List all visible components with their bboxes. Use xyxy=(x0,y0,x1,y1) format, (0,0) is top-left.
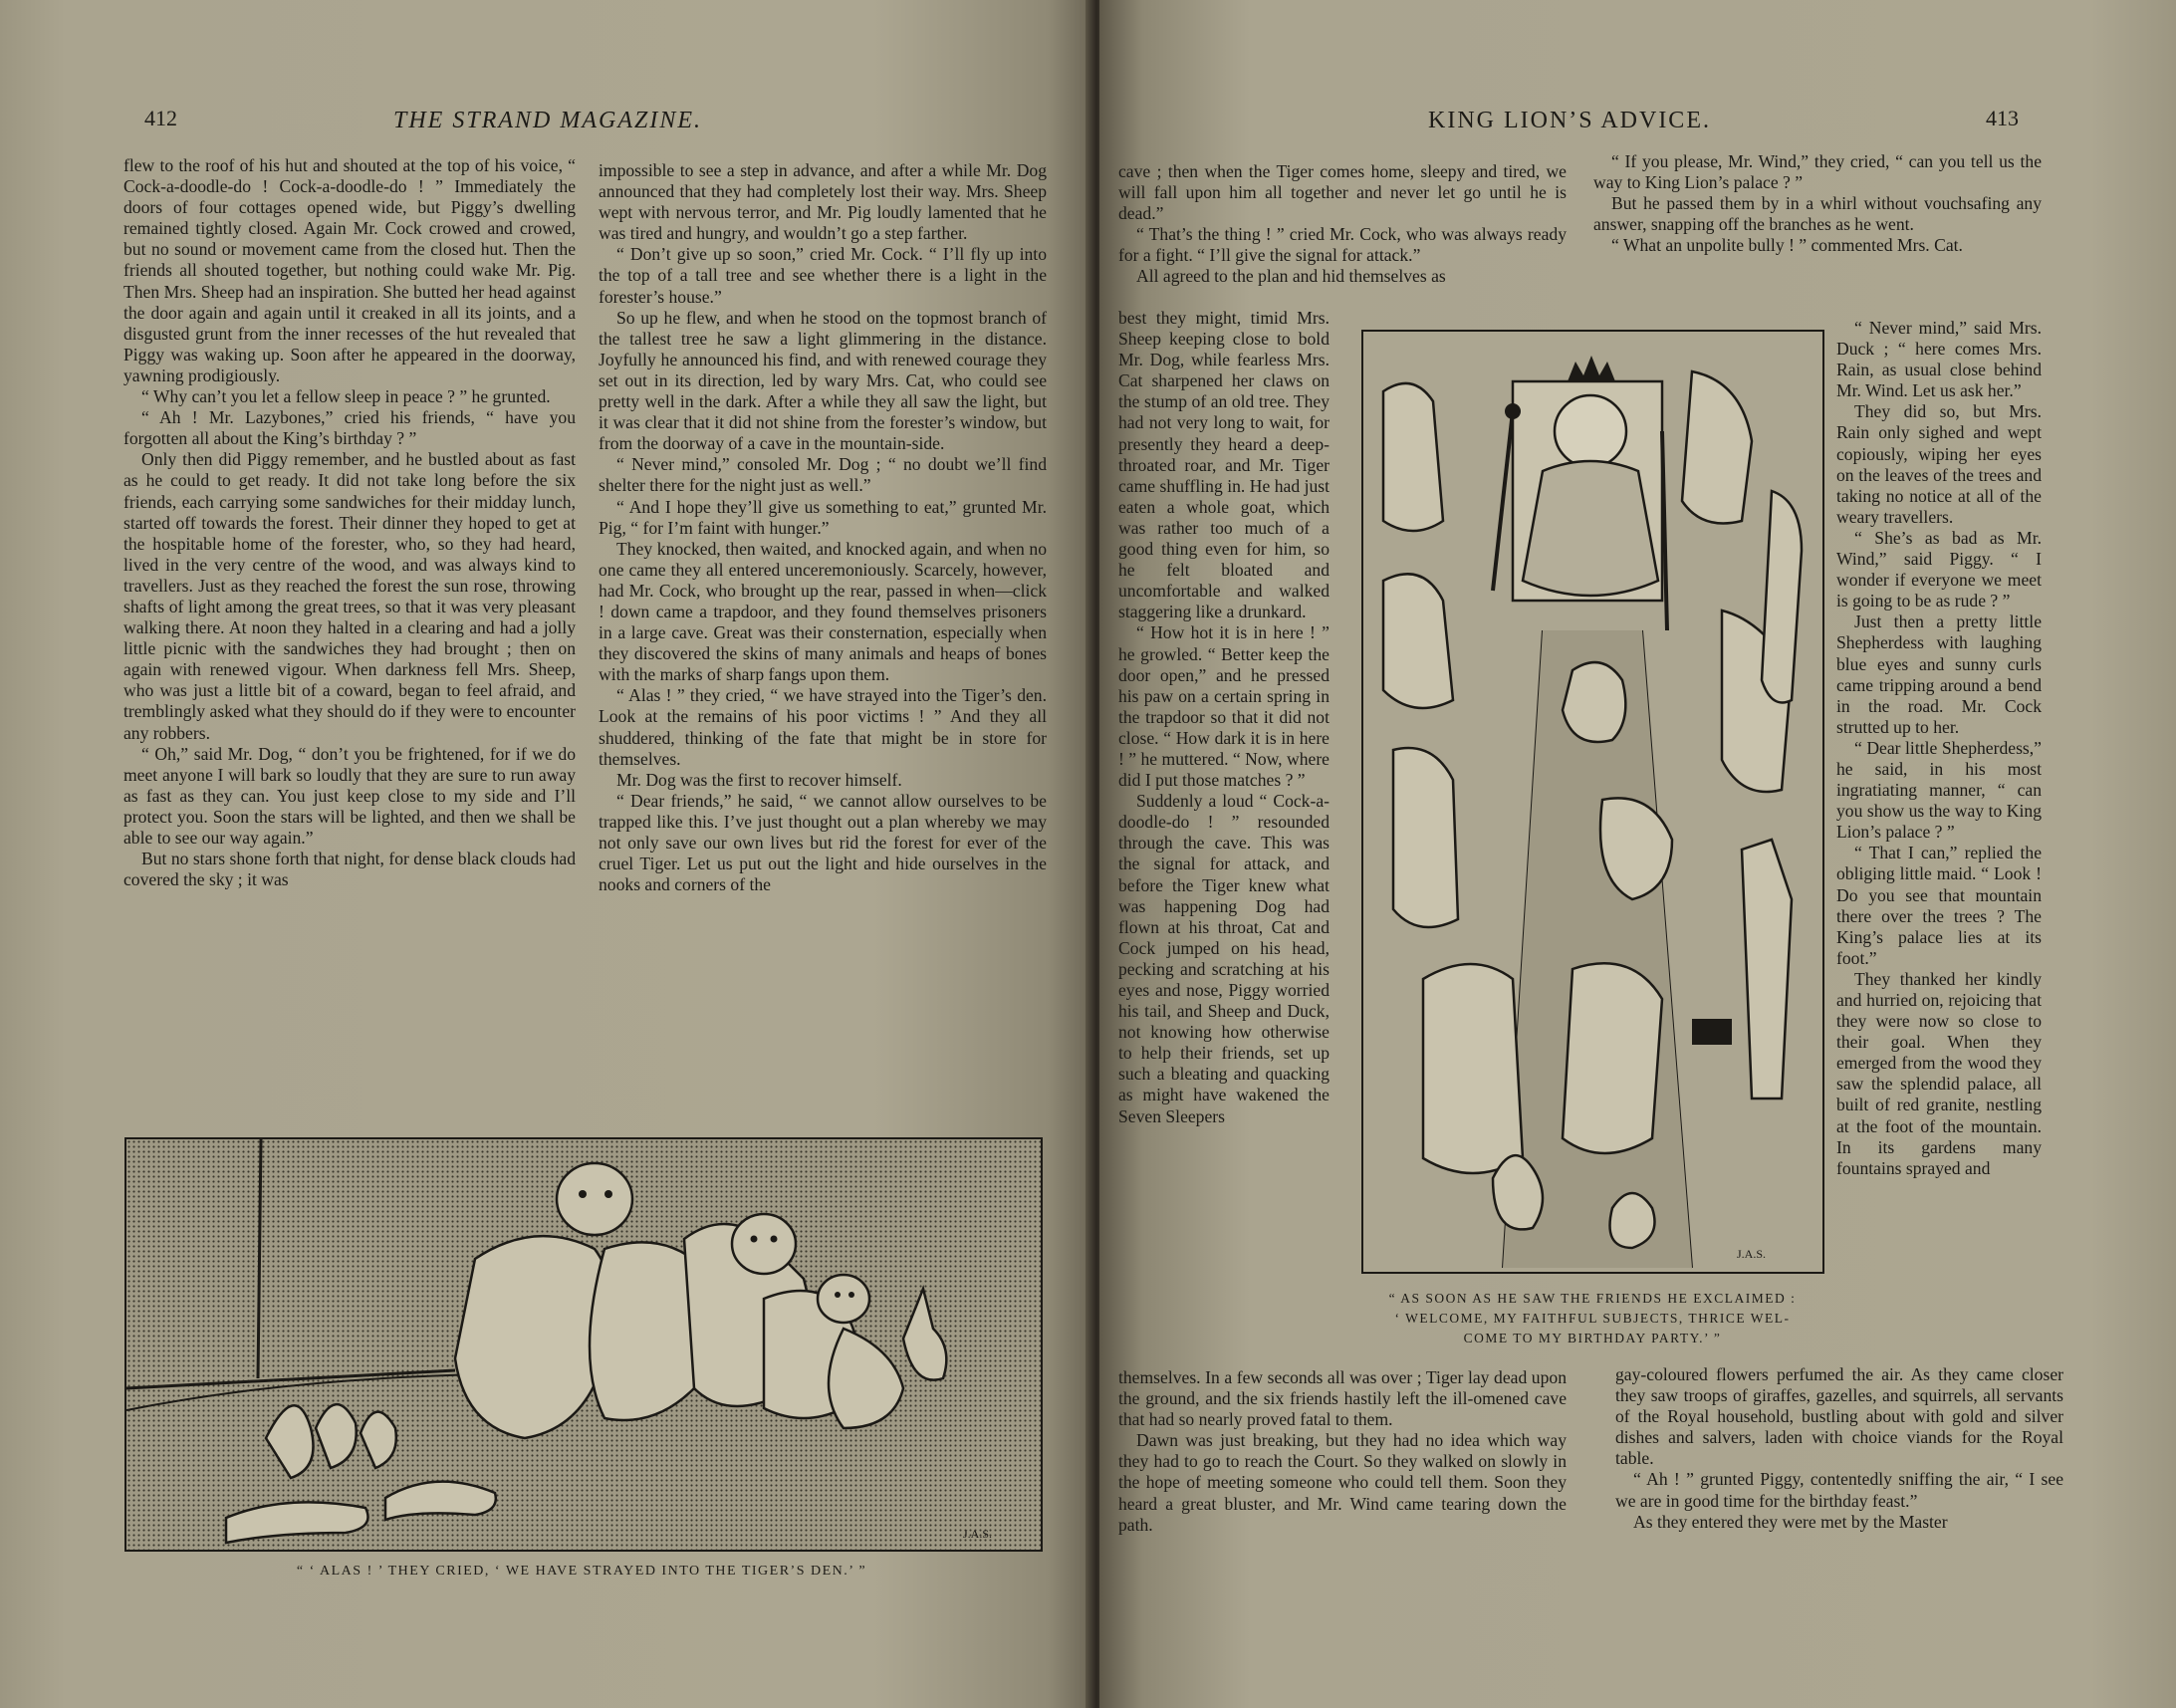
paragraph: “ What an unpolite bully ! ” commented Mrs. Cat. xyxy=(1611,235,1963,256)
paragraph: But he passed them by in a whirl without vouchsafing any answer, snapping off the branches as he went. xyxy=(1593,193,2042,235)
paragraph: best they might, timid Mrs. Sheep keeping close to bold Mr. Dog, while fearless Mrs. Cat sharpened her claws on the stump of an old tree. They had not very long to wait, for presently they heard a deep-throated roar, and Mr. Tiger came shuffling in. He had just eaten a whole goat, which was rather too much of a good thing even for him, so he felt bloated and uncomfortable and walked staggering like a drunkard. xyxy=(1118,308,1330,622)
right-column-2-top xyxy=(1593,151,2042,256)
paragraph: All agreed to the plan and hid themselves as xyxy=(1136,266,1446,287)
right-column-1-narrow xyxy=(1118,308,1330,1127)
paragraph: They thanked her kindly and hurried on, rejoicing that they were now so close to their goal. When they emerged from the wood they saw the splendid palace, all built of red granite, nestling at the foot of the mountain. In its gardens many fountains sprayed and xyxy=(1836,968,2042,1178)
paragraph: “ Never mind,” consoled Mr. Dog ; “ no doubt we’ll find shelter there for the night just as well.” xyxy=(599,454,1047,496)
paragraph: “ If you please, Mr. Wind,” they cried, “ can you tell us the way to King Lion’s palace ? ” xyxy=(1593,151,2042,193)
right-column-2-bottom xyxy=(1615,1364,2063,1533)
caption-line: ‘ WELCOME, MY FAITHFUL SUBJECTS, THRICE WEL- xyxy=(1394,1311,1791,1326)
paragraph: “ Ah ! ” grunted Piggy, contentedly sniffing the air, “ I see we are in good time for the birthday feast.” xyxy=(1615,1469,2063,1511)
paragraph: Mr. Dog was the first to recover himself. xyxy=(616,769,902,790)
right-page xyxy=(1099,0,2176,1708)
paragraph: “ Dear little Shepherdess,” he said, in his most ingratiating manner, “ can you show us the way to King Lion’s palace ? ” xyxy=(1836,737,2042,843)
illustration-drawing xyxy=(1363,332,1822,1272)
paragraph: But no stars shone forth that night, for dense black clouds had covered the sky ; it was xyxy=(123,849,576,890)
artist-signature: J.A.S. xyxy=(1737,1247,1767,1261)
illustration-drawing xyxy=(126,1139,1041,1550)
paragraph: themselves. In a few seconds all was over ; Tiger lay dead upon the ground, and the six friends hastily left the ill-omened cave that had so nearly proved fatal to them. xyxy=(1118,1367,1567,1430)
left-column-2 xyxy=(599,160,1047,895)
king-lion-illustration xyxy=(1361,330,1824,1274)
paragraph: “ Ah ! Mr. Lazybones,” cried his friends, “ have you forgotten all about the King’s birthday ? ” xyxy=(123,407,576,449)
paragraph: As they entered they were met by the Master xyxy=(1633,1511,1948,1532)
artist-signature: J.A.S. xyxy=(963,1527,993,1541)
paragraph: “ That’s the thing ! ” cried Mr. Cock, who was always ready for a fight. “ I’ll give the signal for attack.” xyxy=(1118,224,1567,266)
paragraph: gay-coloured flowers perfumed the air. As they came closer they saw troops of giraffes, gazelles, and squirrels, all servants of the Royal household, bustling about with gold and silver dishes and salvers, laden with choice viands for the Royal table. xyxy=(1615,1364,2063,1469)
paragraph: “ Never mind,” said Mrs. Duck ; “ here comes Mrs. Rain, as usual close behind Mr. Wind. Let us ask her.” xyxy=(1836,318,2042,401)
paragraph: “ Don’t give up so soon,” cried Mr. Cock. “ I’ll fly up into the top of a tall tree and see whether there is a light in the forester’s house.” xyxy=(599,244,1047,307)
caption-line: “ AS SOON AS HE SAW THE FRIENDS HE EXCLAIMED : xyxy=(1388,1291,1797,1306)
page-number: 413 xyxy=(1986,106,2019,130)
paragraph: “ Dear friends,” he said, “ we cannot allow ourselves to be trapped like this. I’ve just thought out a plan whereby we may not only save our own lives but rid the forest for ever of the cruel Tiger. Let us put out the light and hide ourselves in the nooks and corners of the xyxy=(599,790,1047,895)
right-column-1-bottom xyxy=(1118,1367,1567,1536)
paragraph: So up he flew, and when he stood on the topmost branch of the tallest tree he saw a light glimmering in the distance. Joyfully he announced his find, and with renewed courage they set out in its direction, led by wary Mrs. Cat, who could see pretty well in the dark. After a while they all saw the light, but it was clear that it did not shine from the forester’s window, but from the doorway of a cave in the mountain-side. xyxy=(599,307,1047,454)
paragraph: “ Why can’t you let a fellow sleep in peace ? ” he grunted. xyxy=(141,386,551,407)
paragraph: Only then did Piggy remember, and he bustled about as fast as he could to get ready. It did not take long before the six friends, each carrying some sandwiches for their midday lunch, started off towards the forest. Their dinner they hoped to get at the hospitable home of the forester, who, so they had heard, lived in the very centre of the wood, and was always kind to travellers. Just as they reached the forest the sun rose, throwing shafts of light among the great trees, so that it was very pleasant walking there. At noon they halted in a clearing and had a jolly little picnic with the sandwiches they had brought ; then on again with renewed vigour. When darkness fell Mrs. Sheep, who was just a little bit of a coward, began to feel afraid, and tremblingly asked what they should do if they were to encounter any robbers. xyxy=(123,449,576,743)
paragraph: “ How hot it is in here ! ” he growled. “ Better keep the door open,” and he pressed his paw on a certain spring in the trapdoor so that it did not close. “ How dark it is in here ! ” he muttered. “ Now, where did I put those matches ? ” xyxy=(1118,622,1330,791)
paragraph: “ That I can,” replied the obliging little maid. “ Look ! Do you see that mountain there over the trees ? The King’s palace lies at its foot.” xyxy=(1836,843,2042,968)
paragraph: They did so, but Mrs. Rain only sighed and wept copiously, wiping her eyes on the leaves of the trees and taking no notice at all of the weary travellers. xyxy=(1836,401,2042,527)
paragraph: Just then a pretty little Shepherdess with laughing blue eyes and sunny curls came tripping around a bend in the road. Mr. Cock strutted up to her. xyxy=(1836,611,2042,737)
tiger-den-illustration xyxy=(124,1137,1043,1552)
paragraph: impossible to see a step in advance, and after a while Mr. Dog announced that they had completely lost their way. Mrs. Sheep wept with nervous terror, and Mr. Pig loudly lamented that he was tired and hungry, and wouldn’t go a step farther. xyxy=(599,160,1047,244)
paragraph: “ She’s as bad as Mr. Wind,” said Piggy. “ I wonder if everyone we meet is going to be as rude ? ” xyxy=(1836,527,2042,611)
paragraph: “ Alas ! ” they cried, “ we have strayed into the Tiger’s den. Look at the remains of his poor victims ! ” And they all shuddered, thinking of the fate that might be in store for themselves. xyxy=(599,685,1047,769)
paragraph: flew to the roof of his hut and shouted at the top of his voice, “ Cock-a-doodle-do ! Cock-a-doodle-do ! ” Immediately the doors of four cottages opened wide, but Piggy’s dwelling remained tightly closed. Again Mr. Cock crowed and crowed, but no sound or movement came from the closed hut. Then the friends all shouted together, but nothing could wake Mr. Pig. Then Mrs. Sheep had an inspiration. She butted her head against the door again and again until it creaked in all its joints, and a disgusted grunt from the inner recesses of the hut revealed that Piggy was waking up. Soon after he appeared in the doorway, yawning prodigiously. xyxy=(123,155,576,385)
paragraph: Dawn was just breaking, but they had no idea which way they had to go to reach the Court. So they walked on slowly in the hope of meeting someone who could tell them. Soon they heard a great bluster, and Mr. Wind came tearing down the path. xyxy=(1118,1430,1567,1535)
figure-caption: “ ‘ ALAS ! ’ THEY CRIED, ‘ WE HAVE STRAYED INTO THE TIGER’S DEN.’ ” xyxy=(296,1564,867,1579)
running-head: THE STRAND MAGAZINE. xyxy=(393,108,702,133)
right-column-1-top xyxy=(1118,161,1567,288)
page-number: 412 xyxy=(144,106,177,130)
right-column-2-narrow xyxy=(1836,318,2042,1179)
paragraph: “ Oh,” said Mr. Dog, “ don’t you be frightened, for if we do meet anyone I will bark so loudly that they are sure to run away as fast as they can. You just keep close to my side and I’ll protect you. Soon the stars will be lighted, and then we shall be able to see our way again.” xyxy=(123,743,576,848)
paragraph: They knocked, then waited, and knocked again, and when no one came they all entered unceremoniously. Scarcely, however, had Mr. Cock, who brought up the rear, passed in when—click ! down came a trapdoor, and they found themselves prisoners in a large cave. Great was their consternation, especially when they discovered the skins of many animals and heaps of bones with the marks of sharp fangs upon them. xyxy=(599,538,1047,685)
paragraph: Suddenly a loud “ Cock-a-doodle-do ! ” resounded through the cave. This was the signal for attack, and before the Tiger knew what was happening Dog had flown at his throat, Cat and Cock jumped on his head, pecking and scratching at his eyes and nose, Piggy worried his tail, and Sheep and Duck, not knowing how otherwise to help their friends, set up such a bleating and quacking as might have wakened the Seven Sleepers xyxy=(1118,791,1330,1126)
running-head: KING LION’S ADVICE. xyxy=(1428,108,1711,133)
caption-line: COME TO MY BIRTHDAY PARTY.’ ” xyxy=(1463,1331,1722,1345)
paragraph: cave ; then when the Tiger comes home, sleepy and tired, we will fall upon him all together and never let go until he is dead.” xyxy=(1118,161,1567,224)
paragraph: “ And I hope they’ll give us something to eat,” grunted Mr. Pig, “ for I’m faint with hunger.” xyxy=(599,496,1047,538)
figure-caption xyxy=(1338,1289,1846,1348)
left-column-1 xyxy=(123,155,576,890)
